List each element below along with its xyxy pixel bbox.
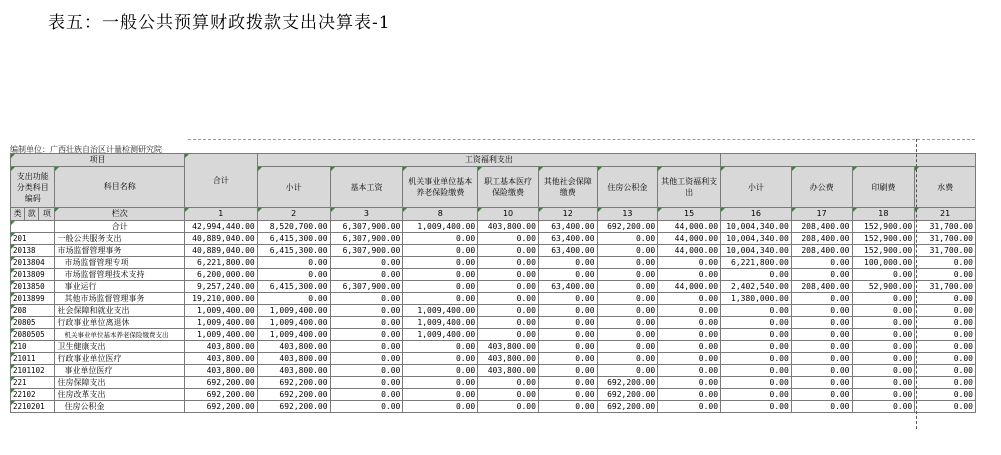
cell-value: 0.00 [478, 257, 539, 269]
budget-table [10, 153, 976, 413]
cell-value: 0.00 [330, 269, 403, 281]
cell-value: 1,009,400.00 [184, 305, 257, 317]
row-name: 卫生健康支出 [55, 341, 184, 353]
cell-value: 0.00 [791, 341, 852, 353]
header-col-goods-subtotal: 小计 [721, 167, 792, 208]
table-row [11, 293, 976, 305]
cell-value: 692,200.00 [257, 377, 330, 389]
cell-value: 0.00 [791, 353, 852, 365]
cell-value: 0.00 [403, 293, 478, 305]
cell-value: 0.00 [721, 329, 792, 341]
cell-value: 0.00 [791, 365, 852, 377]
header-row-1 [11, 154, 976, 167]
row-name: 事业单位医疗 [55, 365, 184, 377]
row-name: 行政事业单位医疗 [55, 353, 184, 365]
cell-value: 10,004,340.00 [721, 221, 792, 233]
cell-value: 0.00 [915, 341, 976, 353]
row-name: 市场监督管理专项 [55, 257, 184, 269]
cell-value: 0.00 [478, 329, 539, 341]
row-name: 合计 [55, 221, 184, 233]
col-num: 21 [915, 208, 976, 221]
cell-value: 0.00 [478, 377, 539, 389]
cell-value: 0.00 [791, 269, 852, 281]
row-code: 20138 [11, 245, 55, 257]
row-name: 市场监督管理事务 [55, 245, 184, 257]
row-code: 2013899 [11, 293, 55, 305]
cell-value: 6,415,300.00 [257, 245, 330, 257]
cell-value: 403,800.00 [478, 221, 539, 233]
cell-value: 63,400.00 [538, 233, 597, 245]
cell-value: 0.00 [478, 293, 539, 305]
row-code: 2080505 [11, 329, 55, 341]
table-row [11, 245, 976, 257]
col-num: 1 [184, 208, 257, 221]
cell-value: 0.00 [791, 305, 852, 317]
cell-value: 692,200.00 [597, 401, 658, 413]
header-col-housing-fund: 住房公积金 [597, 167, 658, 208]
cell-value: 692,200.00 [257, 389, 330, 401]
cell-value: 1,009,400.00 [403, 329, 478, 341]
header-col-other-social: 其他社会保障缴费 [538, 167, 597, 208]
row-code: 208 [11, 305, 55, 317]
table-row [11, 365, 976, 377]
cell-value: 0.00 [330, 305, 403, 317]
cell-value: 0.00 [330, 401, 403, 413]
header-goods-group [721, 154, 976, 167]
cell-value: 0.00 [915, 305, 976, 317]
cell-value: 19,210,000.00 [184, 293, 257, 305]
header-item-name: 科目名称 [55, 167, 184, 208]
cell-value: 0.00 [658, 305, 721, 317]
cell-value: 0.00 [538, 257, 597, 269]
cell-value: 208,400.00 [791, 221, 852, 233]
cell-value: 0.00 [721, 401, 792, 413]
cell-value: 0.00 [852, 269, 915, 281]
header-col-water: 水费 [915, 167, 976, 208]
cell-value: 152,900.00 [852, 221, 915, 233]
row-name: 行政事业单位离退休 [55, 317, 184, 329]
cell-value: 44,000.00 [658, 245, 721, 257]
cell-value: 0.00 [658, 341, 721, 353]
cell-value: 0.00 [721, 365, 792, 377]
cell-value: 692,200.00 [597, 389, 658, 401]
cell-value: 10,004,340.00 [721, 233, 792, 245]
row-code: 22102 [11, 389, 55, 401]
page-title: 表五：一般公共预算财政拨款支出决算表-1 [48, 13, 391, 33]
col-num: 3 [330, 208, 403, 221]
header-col-medical: 职工基本医疗保险缴费 [478, 167, 539, 208]
cell-value: 403,800.00 [478, 341, 539, 353]
cell-value: 0.00 [597, 329, 658, 341]
cell-value: 0.00 [257, 257, 330, 269]
cell-value: 6,415,300.00 [257, 233, 330, 245]
cell-value: 31,700.00 [915, 233, 976, 245]
header-lei: 类 [11, 208, 25, 221]
row-code: 2210201 [11, 401, 55, 413]
row-name: 机关事业单位基本养老保险缴费支出 [55, 329, 184, 341]
cell-value: 0.00 [597, 365, 658, 377]
cell-value: 9,257,240.00 [184, 281, 257, 293]
cell-value: 208,400.00 [791, 233, 852, 245]
cell-value: 0.00 [721, 305, 792, 317]
cell-value: 0.00 [478, 233, 539, 245]
col-num: 16 [721, 208, 792, 221]
row-code: 201 [11, 233, 55, 245]
cell-value: 1,009,400.00 [257, 329, 330, 341]
table-body [11, 221, 976, 413]
col-num: 18 [852, 208, 915, 221]
cell-value: 0.00 [538, 305, 597, 317]
cell-value: 0.00 [597, 245, 658, 257]
cell-value: 0.00 [658, 353, 721, 365]
cell-value: 0.00 [791, 401, 852, 413]
cell-value: 0.00 [403, 233, 478, 245]
cell-value: 403,800.00 [257, 353, 330, 365]
cell-value: 0.00 [597, 269, 658, 281]
cell-value: 0.00 [721, 377, 792, 389]
table-row [11, 401, 976, 413]
col-num: 13 [597, 208, 658, 221]
cell-value: 0.00 [597, 233, 658, 245]
table-row [11, 233, 976, 245]
cell-value: 1,009,400.00 [184, 317, 257, 329]
cell-value: 692,200.00 [257, 401, 330, 413]
cell-value: 0.00 [538, 389, 597, 401]
cell-value: 31,700.00 [915, 245, 976, 257]
cell-value: 0.00 [257, 269, 330, 281]
cell-value: 0.00 [915, 269, 976, 281]
cell-value: 208,400.00 [791, 245, 852, 257]
header-function-code: 支出功能分类科目编码 [11, 167, 55, 208]
cell-value: 1,009,400.00 [403, 305, 478, 317]
cell-value: 0.00 [403, 377, 478, 389]
table-row [11, 317, 976, 329]
row-name: 住房公积金 [55, 401, 184, 413]
cell-value: 403,800.00 [478, 353, 539, 365]
cell-value: 0.00 [791, 317, 852, 329]
cell-value: 42,994,440.00 [184, 221, 257, 233]
org-unit-label: 编制单位：广西壮族自治区计量检测研究院 [10, 145, 162, 154]
cell-value: 403,800.00 [478, 365, 539, 377]
cell-value: 0.00 [791, 257, 852, 269]
cell-value: 40,889,040.00 [184, 233, 257, 245]
table-row [11, 377, 976, 389]
cell-value: 0.00 [538, 317, 597, 329]
cell-value: 0.00 [403, 269, 478, 281]
cell-value: 0.00 [330, 257, 403, 269]
cell-value: 0.00 [330, 353, 403, 365]
cell-value: 10,004,340.00 [721, 245, 792, 257]
cell-value: 152,900.00 [852, 245, 915, 257]
cell-value: 6,307,900.00 [330, 281, 403, 293]
cell-value: 0.00 [915, 401, 976, 413]
row-code: 21011 [11, 353, 55, 365]
row-code: 2013809 [11, 269, 55, 281]
cell-value: 0.00 [403, 281, 478, 293]
cell-value: 0.00 [403, 341, 478, 353]
cell-value: 0.00 [915, 389, 976, 401]
cell-value: 403,800.00 [184, 353, 257, 365]
cell-value: 6,221,800.00 [721, 257, 792, 269]
cell-value: 403,800.00 [184, 341, 257, 353]
table-row [11, 329, 976, 341]
col-num: 10 [478, 208, 539, 221]
cell-value: 0.00 [658, 269, 721, 281]
cell-value: 0.00 [330, 377, 403, 389]
cell-value: 0.00 [658, 317, 721, 329]
cell-value: 0.00 [597, 317, 658, 329]
cell-value: 0.00 [257, 293, 330, 305]
cell-value: 0.00 [852, 365, 915, 377]
cell-value: 0.00 [852, 389, 915, 401]
cell-value: 0.00 [791, 329, 852, 341]
cell-value: 6,307,900.00 [330, 245, 403, 257]
header-col-office: 办公费 [791, 167, 852, 208]
cell-value: 0.00 [658, 377, 721, 389]
cell-value: 0.00 [403, 365, 478, 377]
cell-value: 0.00 [852, 353, 915, 365]
row-code [11, 221, 55, 233]
cell-value: 1,009,400.00 [257, 305, 330, 317]
cell-value: 0.00 [597, 281, 658, 293]
cell-value: 0.00 [478, 317, 539, 329]
cell-value: 208,400.00 [791, 281, 852, 293]
page-break-line-top [188, 139, 975, 140]
cell-value: 0.00 [538, 353, 597, 365]
cell-value: 0.00 [538, 401, 597, 413]
cell-value: 0.00 [478, 401, 539, 413]
cell-value: 0.00 [538, 377, 597, 389]
row-code: 221 [11, 377, 55, 389]
header-xiang: 项 [39, 208, 55, 221]
cell-value: 100,000.00 [852, 257, 915, 269]
row-code: 2013850 [11, 281, 55, 293]
cell-value: 0.00 [915, 329, 976, 341]
cell-value: 0.00 [478, 305, 539, 317]
cell-value: 0.00 [538, 341, 597, 353]
cell-value: 1,009,400.00 [403, 317, 478, 329]
cell-value: 40,889,040.00 [184, 245, 257, 257]
cell-value: 0.00 [791, 389, 852, 401]
row-name: 一般公共服务支出 [55, 233, 184, 245]
cell-value: 6,415,300.00 [257, 281, 330, 293]
cell-value: 403,800.00 [184, 365, 257, 377]
cell-value: 0.00 [330, 317, 403, 329]
cell-value: 31,700.00 [915, 281, 976, 293]
cell-value: 0.00 [403, 401, 478, 413]
cell-value: 0.00 [478, 281, 539, 293]
cell-value: 692,200.00 [184, 389, 257, 401]
cell-value: 0.00 [915, 293, 976, 305]
cell-value: 0.00 [915, 317, 976, 329]
page-break-line [916, 139, 917, 429]
cell-value: 0.00 [597, 257, 658, 269]
cell-value: 0.00 [721, 353, 792, 365]
row-code: 20805 [11, 317, 55, 329]
cell-value: 0.00 [403, 389, 478, 401]
cell-value: 0.00 [330, 341, 403, 353]
cell-value: 0.00 [915, 353, 976, 365]
cell-value: 0.00 [852, 341, 915, 353]
row-name: 事业运行 [55, 281, 184, 293]
row-name: 市场监督管理技术支持 [55, 269, 184, 281]
header-col-other-welfare: 其他工资福利支出 [658, 167, 721, 208]
cell-value: 0.00 [403, 353, 478, 365]
cell-value: 0.00 [330, 389, 403, 401]
cell-value: 2,402,540.00 [721, 281, 792, 293]
table-row [11, 257, 976, 269]
cell-value: 0.00 [538, 329, 597, 341]
cell-value: 692,200.00 [184, 377, 257, 389]
header-row-2 [11, 167, 976, 208]
row-name: 住房保障支出 [55, 377, 184, 389]
header-col-printing: 印刷费 [852, 167, 915, 208]
col-num: 8 [403, 208, 478, 221]
cell-value: 0.00 [330, 293, 403, 305]
cell-value: 44,000.00 [658, 281, 721, 293]
col-num: 15 [658, 208, 721, 221]
table-row [11, 353, 976, 365]
table-row [11, 269, 976, 281]
cell-value: 0.00 [915, 377, 976, 389]
cell-value: 0.00 [597, 293, 658, 305]
cell-value: 0.00 [597, 305, 658, 317]
cell-value: 0.00 [852, 329, 915, 341]
cell-value: 0.00 [658, 389, 721, 401]
cell-value: 0.00 [478, 389, 539, 401]
cell-value: 0.00 [330, 329, 403, 341]
cell-value: 0.00 [721, 341, 792, 353]
cell-value: 403,800.00 [257, 341, 330, 353]
cell-value: 0.00 [478, 269, 539, 281]
cell-value: 0.00 [658, 329, 721, 341]
col-num: 2 [257, 208, 330, 221]
cell-value: 63,400.00 [538, 281, 597, 293]
table-row [11, 389, 976, 401]
cell-value: 0.00 [852, 377, 915, 389]
cell-value: 52,900.00 [852, 281, 915, 293]
header-total: 合计 [184, 154, 257, 208]
table-row [11, 341, 976, 353]
header-salary-group: 工资福利支出 [257, 154, 720, 167]
cell-value: 0.00 [658, 293, 721, 305]
header-lanci: 栏次 [55, 208, 184, 221]
cell-value: 0.00 [852, 293, 915, 305]
cell-value: 0.00 [852, 317, 915, 329]
cell-value: 692,200.00 [597, 221, 658, 233]
cell-value: 152,900.00 [852, 233, 915, 245]
table-row [11, 281, 976, 293]
cell-value: 0.00 [538, 365, 597, 377]
cell-value: 403,800.00 [257, 365, 330, 377]
cell-value: 44,000.00 [658, 233, 721, 245]
cell-value: 1,009,400.00 [403, 221, 478, 233]
cell-value: 0.00 [721, 269, 792, 281]
row-name: 社会保障和就业支出 [55, 305, 184, 317]
row-name: 住房改革支出 [55, 389, 184, 401]
header-project: 项目 [11, 154, 185, 167]
cell-value: 0.00 [403, 257, 478, 269]
cell-value: 0.00 [330, 365, 403, 377]
cell-value: 44,000.00 [658, 221, 721, 233]
row-code: 2013804 [11, 257, 55, 269]
header-row-3 [11, 208, 976, 221]
total-row [11, 221, 976, 233]
cell-value: 63,400.00 [538, 221, 597, 233]
row-code: 2101102 [11, 365, 55, 377]
cell-value: 0.00 [658, 401, 721, 413]
cell-value: 0.00 [658, 257, 721, 269]
header-kuan: 款 [25, 208, 39, 221]
cell-value: 0.00 [791, 377, 852, 389]
cell-value: 0.00 [721, 389, 792, 401]
col-num: 12 [538, 208, 597, 221]
table-row [11, 305, 976, 317]
cell-value: 6,307,900.00 [330, 221, 403, 233]
cell-value: 1,009,400.00 [257, 317, 330, 329]
cell-value: 0.00 [597, 353, 658, 365]
cell-value: 692,200.00 [597, 377, 658, 389]
header-col-pension: 机关事业单位基本养老保险缴费 [403, 167, 478, 208]
cell-value: 0.00 [852, 305, 915, 317]
cell-value: 0.00 [538, 269, 597, 281]
cell-value: 0.00 [915, 365, 976, 377]
cell-value: 692,200.00 [184, 401, 257, 413]
cell-value: 0.00 [658, 365, 721, 377]
header-col-salary-subtotal: 小计 [257, 167, 330, 208]
cell-value: 0.00 [478, 245, 539, 257]
cell-value: 0.00 [915, 257, 976, 269]
cell-value: 1,380,000.00 [721, 293, 792, 305]
header-col-basic-salary: 基本工资 [330, 167, 403, 208]
cell-value: 1,009,400.00 [184, 329, 257, 341]
cell-value: 8,520,700.00 [257, 221, 330, 233]
cell-value: 63,400.00 [538, 245, 597, 257]
cell-value: 0.00 [791, 293, 852, 305]
cell-value: 0.00 [597, 341, 658, 353]
col-num: 17 [791, 208, 852, 221]
cell-value: 6,200,000.00 [184, 269, 257, 281]
cell-value: 0.00 [403, 245, 478, 257]
row-name: 其他市场监督管理事务 [55, 293, 184, 305]
cell-value: 31,700.00 [915, 221, 976, 233]
row-code: 210 [11, 341, 55, 353]
cell-value: 0.00 [852, 401, 915, 413]
cell-value: 6,307,900.00 [330, 233, 403, 245]
cell-value: 6,221,800.00 [184, 257, 257, 269]
cell-value: 0.00 [721, 317, 792, 329]
cell-value: 0.00 [538, 293, 597, 305]
